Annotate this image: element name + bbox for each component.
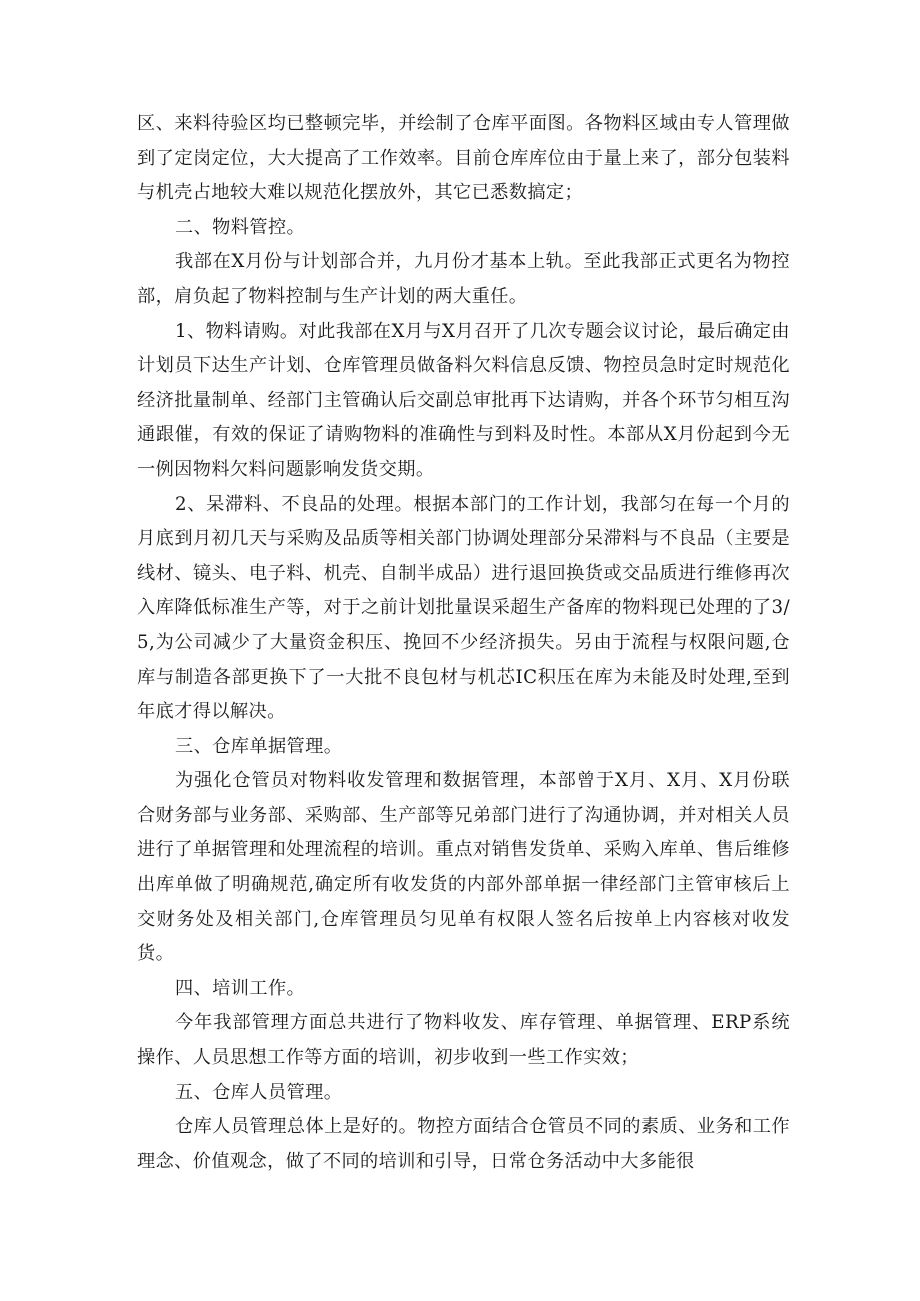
body-paragraph: 为强化仓管员对物料收发管理和数据管理，本部曾于X月、X月、X月份联合财务部与业务部、采购部、生产部等兄弟部门进行了沟通协调，并对相关人员进行了单据管理和处理流程的培训。重点对销售发货单、采购入库单、售后维修出库单做了明确规范,确定所有收发货的内部外部单据一律经部门主管审核后上交财务处及相关部门,仓库管理员匀见单有权限人签名后按单上内容核对收发货。 [137, 770, 790, 965]
body-paragraph: 1、物料请购。对此我部在X月与X月召开了几次专题会议讨论，最后确定由计划员下达生产计划、仓库管理员做备料欠料信息反馈、物控员急时定时规范化经济批量制单、经部门主管确认后交副总审批再下达请购，并各个环节匀相互沟通跟催，有效的保证了请购物料的准确性与到料及时性。本部从X月份起到今无一例因物料欠料问题影响发货交期。 [137, 320, 790, 480]
body-paragraph: 区、来料待验区均已整顿完毕，并绘制了仓库平面图。各物料区域由专人管理做到了定岗定位，大大提高了工作效率。目前仓库库位由于量上来了，部分包装料与机壳占地较大难以规范化摆放外，其它已悉数搞定； [137, 113, 790, 204]
body-paragraph: 我部在X月份与计划部合并，九月份才基本上轨。至此我部正式更名为物控部，肩负起了物料控制与生产计划的两大重任。 [137, 251, 790, 307]
body-paragraph: 今年我部管理方面总共进行了物料收发、库存管理、单据管理、ERP系统操作、人员思想工作等方面的培训，初步收到一些工作实效； [137, 1012, 790, 1069]
section-heading-warehouse-documents: 三、仓库单据管理。 [175, 735, 343, 757]
body-paragraph: 2、呆滞料、不良品的处理。根据本部门的工作计划，我部匀在每一个月的月底到月初几天与采购及品质等相关部门协调处理部分呆滞料与不良品（主要是线材、镜头、电子料、机壳、自制半成品）进行退回换货或交品质进行维修再次入库降低标准生产等，对于之前计划批量误采超生产备库的物料现已处理的了3/5,为公司减少了大量资金积压、挽回不少经济损失。另由于流程与权限问题,仓库与制造各部更换下了一大批不良包材与机芯IC积压在库为未能及时处理,至到年底才得以解决。 [137, 493, 790, 723]
section-heading-material-control: 二、物料管控。 [175, 216, 306, 238]
section-heading-staff-management: 五、仓库人员管理。 [175, 1081, 343, 1103]
document-body [137, 107, 790, 1179]
body-paragraph: 仓库人员管理总体上是好的。物控方面结合仓管员不同的素质、业务和工作理念、价值观念，做了不同的培训和引导，日常仓务活动中大多能很 [137, 1116, 790, 1172]
section-heading-training: 四、培训工作。 [175, 977, 306, 999]
